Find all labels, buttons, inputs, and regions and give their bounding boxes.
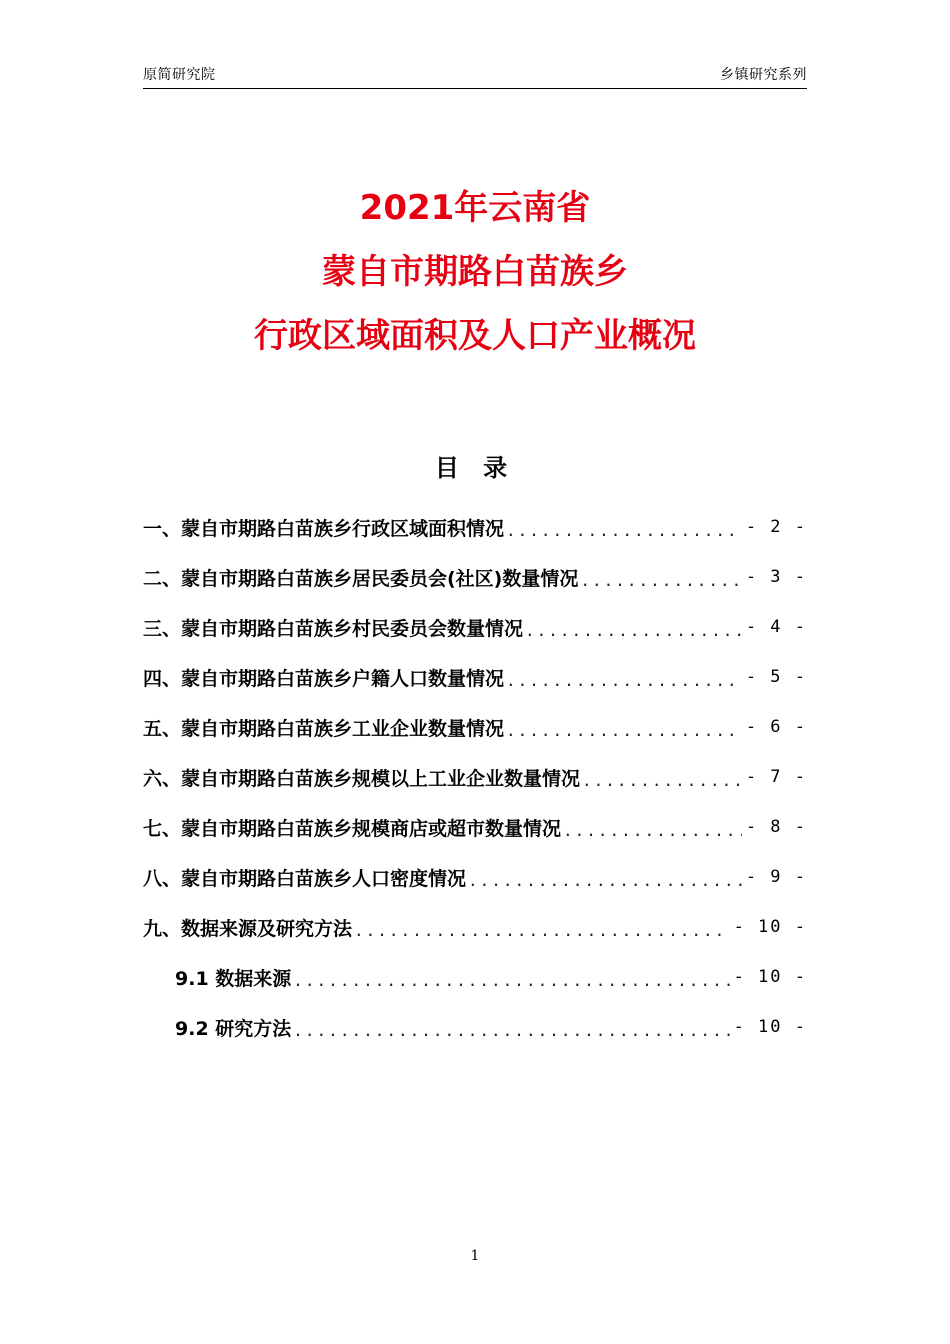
toc-leader-dots [506,671,742,690]
toc-entry-9-2[interactable] [143,1002,807,1052]
toc-entry-title: 四、蒙自市期路白苗族乡户籍人口数量情况 [143,667,505,690]
document-title [143,176,807,368]
toc-entry-1[interactable] [143,502,807,552]
table-of-contents [143,502,807,1052]
title-line-township: 蒙自市期路白苗族乡 [322,252,628,292]
toc-entry-page: - 4 - [745,617,807,637]
toc-leader-dots [468,871,742,890]
toc-entry-8[interactable] [143,852,807,902]
toc-leader-dots [580,571,741,590]
toc-entry-title: 九、数据来源及研究方法 [143,917,353,940]
toc-entry-3[interactable] [143,602,807,652]
toc-entry-page: - 10 - [733,967,807,987]
title-line-year-province: 2021年云南省 [359,188,591,228]
toc-entry-page: - 8 - [745,817,807,837]
toc-entry-page: - 6 - [745,717,807,737]
toc-heading: 目 录 [434,454,516,482]
toc-entry-page: - 10 - [733,917,807,937]
toc-entry-title: 9.2 研究方法 [175,1017,292,1040]
toc-leader-dots [506,721,742,740]
toc-entry-5[interactable] [143,702,807,752]
page-number: 1 [470,1248,480,1264]
toc-leader-dots [582,771,742,790]
toc-entry-7[interactable] [143,802,807,852]
header-series: 乡镇研究系列 [720,67,807,83]
toc-entry-6[interactable] [143,752,807,802]
toc-entry-page: - 5 - [745,667,807,687]
title-line-subject: 行政区域面积及人口产业概况 [254,316,696,356]
toc-entry-title: 八、蒙自市期路白苗族乡人口密度情况 [143,867,467,890]
toc-leader-dots [293,971,729,990]
toc-entry-title: 六、蒙自市期路白苗族乡规模以上工业企业数量情况 [143,767,581,790]
toc-entry-9[interactable] [143,902,807,952]
toc-entry-title: 七、蒙自市期路白苗族乡规模商店或超市数量情况 [143,817,562,840]
toc-leader-dots [506,521,742,540]
header-divider [143,88,807,89]
toc-leader-dots [525,621,742,640]
toc-entry-title: 三、蒙自市期路白苗族乡村民委员会数量情况 [143,617,524,640]
toc-entry-9-1[interactable] [143,952,807,1002]
toc-entry-title: 一、蒙自市期路白苗族乡行政区域面积情况 [143,517,505,540]
toc-entry-4[interactable] [143,652,807,702]
toc-leader-dots [354,921,730,940]
toc-entry-page: - 3 - [745,567,807,587]
toc-entry-2[interactable] [143,552,807,602]
toc-entry-page: - 7 - [745,767,807,787]
toc-entry-page: - 10 - [733,1017,807,1037]
toc-entry-page: - 9 - [745,867,807,887]
toc-leader-dots [563,821,742,840]
toc-leader-dots [293,1021,729,1040]
header-publisher: 原简研究院 [143,67,216,83]
toc-entry-title: 二、蒙自市期路白苗族乡居民委员会(社区)数量情况 [143,567,579,590]
toc-entry-page: - 2 - [745,517,807,537]
toc-entry-title: 五、蒙自市期路白苗族乡工业企业数量情况 [143,717,505,740]
toc-entry-title: 9.1 数据来源 [175,967,292,990]
